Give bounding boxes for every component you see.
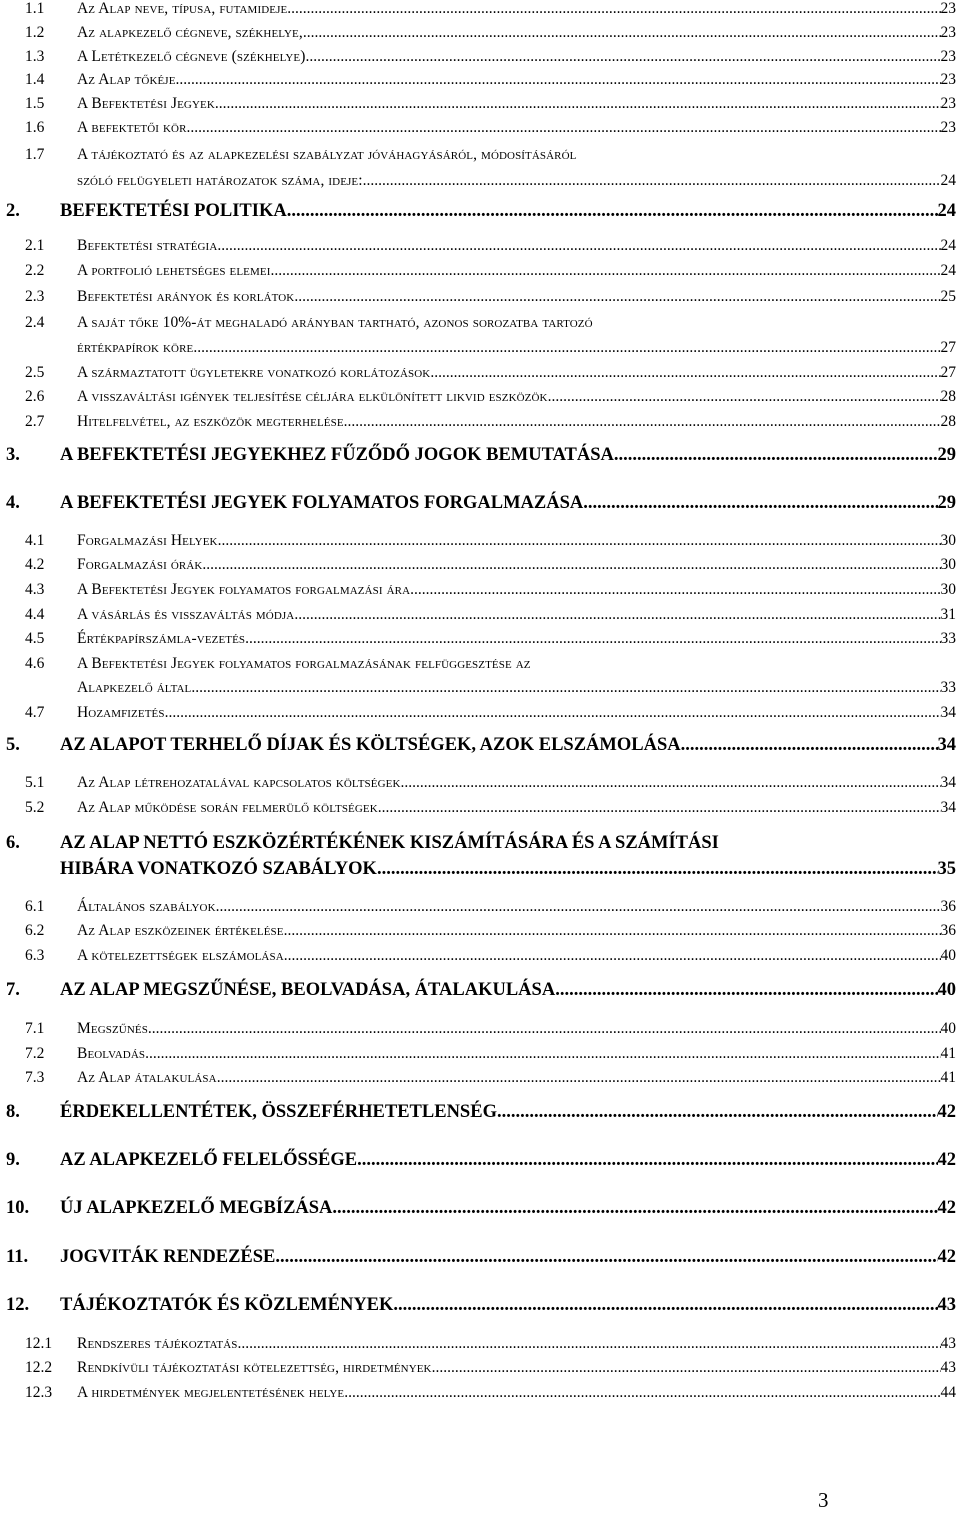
toc-title: A tájékoztató és az alapkezelési szabályzat jóváhagyásáról, módosításáról <box>77 146 577 164</box>
toc-leader-dots <box>294 288 940 306</box>
toc-title: HIBÁRA VONATKOZÓ SZABÁLYOK <box>60 859 377 880</box>
toc-number: 11. <box>6 1247 29 1268</box>
toc-title: ÉRDEKELLENTÉTEK, ÖSSZEFÉRHETETLENSÉG <box>60 1102 497 1123</box>
toc-title: Befektetési arányok és korlátok <box>77 288 295 306</box>
toc-title: ÚJ ALAPKEZELŐ MEGBÍZÁSA <box>60 1198 333 1219</box>
toc-leader-dots <box>217 237 940 255</box>
toc-number: 8. <box>6 1102 20 1123</box>
toc-page-number: 28 <box>940 413 956 431</box>
toc-number: 2.5 <box>25 364 45 382</box>
toc-title: Az alapkezelő cégneve, székhelye, <box>77 24 303 42</box>
toc-page-number: 40 <box>940 947 956 965</box>
toc-title: BEFEKTETÉSI POLITIKA <box>60 201 287 222</box>
toc-title: Beolvadás <box>77 1045 146 1063</box>
toc-leader-dots <box>176 71 941 89</box>
toc-leader-dots <box>275 1247 937 1268</box>
toc-leader-dots <box>202 556 940 574</box>
toc-page-number: 30 <box>940 581 956 599</box>
toc-number: 2.7 <box>25 413 45 431</box>
toc-number: 1.4 <box>25 71 45 89</box>
toc-title: Hitelfelvétel, az eszközök megterhelése <box>77 413 344 431</box>
toc-leader-dots <box>294 606 940 624</box>
toc-number: 7.2 <box>25 1045 45 1063</box>
toc-number: 4.5 <box>25 630 45 648</box>
toc-leader-dots <box>237 1335 940 1353</box>
toc-leader-dots <box>393 1295 937 1316</box>
toc-title: A hirdetmények megjelentetésének helye <box>77 1384 345 1402</box>
toc-number: 2. <box>6 201 20 222</box>
toc-title: AZ ALAP NETTÓ ESZKÖZÉRTÉKÉNEK KISZÁMÍTÁSÁRA ÉS A SZÁMÍTÁSI <box>60 833 719 854</box>
toc-leader-dots <box>245 630 940 648</box>
toc-page-number: 23 <box>940 48 956 66</box>
toc-number: 1.6 <box>25 119 45 137</box>
toc-leader-dots <box>401 774 941 792</box>
toc-leader-dots <box>287 201 938 222</box>
toc-leader-dots <box>344 1384 940 1402</box>
toc-leader-dots <box>357 1150 937 1171</box>
toc-page-number: 23 <box>940 0 956 18</box>
toc-page-number: 36 <box>940 898 956 916</box>
toc-number: 2.6 <box>25 388 45 406</box>
toc-page-number: 30 <box>940 556 956 574</box>
toc-number: 12.1 <box>25 1335 53 1353</box>
toc-leader-dots <box>284 922 941 940</box>
toc-page-number: 25 <box>940 288 956 306</box>
toc-leader-dots <box>217 1069 941 1087</box>
toc-title: AZ ALAP MEGSZŰNÉSE, BEOLVADÁSA, ÁTALAKULÁSA <box>60 980 556 1001</box>
toc-page-number: 27 <box>940 339 956 357</box>
toc-leader-dots <box>191 679 940 697</box>
toc-title: A Befektetési Jegyek folyamatos forgalmazásának felfüggesztése az <box>77 655 531 673</box>
toc-leader-dots <box>165 704 941 722</box>
toc-page-number: 30 <box>940 532 956 550</box>
toc-title: Az Alap átalakulása <box>77 1069 217 1087</box>
toc-number: 4.1 <box>25 532 45 550</box>
toc-leader-dots <box>270 262 940 280</box>
toc-title: Forgalmazási Helyek <box>77 532 218 550</box>
toc-title: A Letétkezelő cégneve (székhelye) <box>77 48 306 66</box>
toc-leader-dots <box>305 48 940 66</box>
toc-page-number: 43 <box>940 1335 956 1353</box>
toc-title: A BEFEKTETÉSI JEGYEK FOLYAMATOS FORGALMAZÁSA <box>60 493 584 514</box>
toc-number: 7. <box>6 980 20 1001</box>
toc-title: Általános szabályok <box>77 898 216 916</box>
toc-page-number: 33 <box>940 679 956 697</box>
toc-page-number: 36 <box>940 922 956 940</box>
toc-leader-dots <box>193 339 940 357</box>
toc-page-number: 23 <box>940 119 956 137</box>
toc-leader-dots <box>332 1198 937 1219</box>
toc-number: 5.2 <box>25 799 45 817</box>
toc-page-number: 29 <box>937 493 956 514</box>
toc-leader-dots <box>148 1020 941 1038</box>
toc-title: A befektetői kör <box>77 119 187 137</box>
toc-number: 6.2 <box>25 922 45 940</box>
toc-leader-dots <box>284 947 941 965</box>
toc-number: 10. <box>6 1198 30 1219</box>
toc-page-number: 27 <box>940 364 956 382</box>
toc-page-number: 24 <box>937 201 956 222</box>
toc-page-number: 40 <box>940 1020 956 1038</box>
toc-number: 7.1 <box>25 1020 45 1038</box>
toc-leader-dots <box>303 24 941 42</box>
toc-leader-dots <box>410 581 940 599</box>
toc-leader-dots <box>187 119 941 137</box>
toc-leader-dots <box>497 1102 938 1123</box>
toc-number: 6.3 <box>25 947 45 965</box>
toc-page-number: 24 <box>940 262 956 280</box>
toc-page-number: 35 <box>937 859 956 880</box>
toc-number: 1.5 <box>25 95 45 113</box>
toc-number: 4.7 <box>25 704 45 722</box>
toc-number: 2.2 <box>25 262 45 280</box>
toc-title: Hozamfizetés <box>77 704 165 722</box>
toc-title: Megszűnés <box>77 1020 148 1038</box>
toc-title: A Befektetési Jegyek <box>77 95 215 113</box>
toc-title: Rendszeres tájékoztatás <box>77 1335 238 1353</box>
toc-leader-dots <box>614 445 938 466</box>
toc-title: Az Alap neve, típusa, futamideje <box>77 0 288 18</box>
toc-number: 6.1 <box>25 898 45 916</box>
toc-page-number: 42 <box>937 1102 956 1123</box>
toc-leader-dots <box>215 95 941 113</box>
toc-title: Forgalmazási órák <box>77 556 203 574</box>
toc-number: 2.3 <box>25 288 45 306</box>
toc-number: 4.4 <box>25 606 45 624</box>
toc-leader-dots <box>432 1359 941 1377</box>
toc-number: 4.6 <box>25 655 45 673</box>
toc-leader-dots <box>583 493 937 514</box>
toc-page-number: 29 <box>937 445 956 466</box>
toc-page-number: 42 <box>937 1198 956 1219</box>
toc-number: 2.1 <box>25 237 45 255</box>
toc-title: A portfolió lehetséges elemei <box>77 262 271 280</box>
toc-leader-dots <box>377 859 938 880</box>
toc-number: 1.1 <box>25 0 45 18</box>
toc-page-number: 31 <box>940 606 956 624</box>
toc-title: AZ ALAPOT TERHELŐ DÍJAK ÉS KÖLTSÉGEK, AZOK ELSZÁMOLÁSA <box>60 735 681 756</box>
toc-title: szóló felügyeleti határozatok száma, ideje: <box>77 172 363 190</box>
toc-page-number: 42 <box>937 1150 956 1171</box>
toc-leader-dots <box>363 172 941 190</box>
toc-number: 4. <box>6 493 20 514</box>
toc-title: Rendkívüli tájékoztatási kötelezettség, hirdetmények <box>77 1359 432 1377</box>
page-number: 3 <box>818 1488 829 1512</box>
toc-title: Alapkezelő által <box>77 679 192 697</box>
toc-number: 12.2 <box>25 1359 53 1377</box>
toc-leader-dots <box>548 388 941 406</box>
toc-leader-dots <box>216 898 941 916</box>
toc-title: A BEFEKTETÉSI JEGYEKHEZ FŰZŐDŐ JOGOK BEMUTATÁSA <box>60 445 614 466</box>
toc-page-number: 34 <box>940 774 956 792</box>
toc-leader-dots <box>378 799 941 817</box>
toc-page-number: 24 <box>940 237 956 255</box>
toc-title: AZ ALAPKEZELŐ FELELŐSSÉGE <box>60 1150 358 1171</box>
toc-title: Értékpapírszámla-vezetés <box>77 630 246 648</box>
toc-page-number: 34 <box>940 704 956 722</box>
toc-page-number: 43 <box>937 1295 956 1316</box>
toc-title: értékpapírok köre <box>77 339 194 357</box>
toc-number: 5. <box>6 735 20 756</box>
toc-leader-dots <box>681 735 938 756</box>
toc-title: A visszaváltási igények teljesítése céljára elkülönített likvid eszközök <box>77 388 548 406</box>
toc-number: 1.2 <box>25 24 45 42</box>
toc-page-number: 34 <box>937 735 956 756</box>
toc-number: 2.4 <box>25 314 45 332</box>
toc-title: Az Alap tőkéje <box>77 71 176 89</box>
toc-number: 7.3 <box>25 1069 45 1087</box>
toc-page-number: 28 <box>940 388 956 406</box>
toc-page-number: 41 <box>940 1069 956 1087</box>
toc-title: Befektetési stratégia <box>77 237 218 255</box>
toc-number: 4.3 <box>25 581 45 599</box>
toc-leader-dots <box>287 0 940 18</box>
toc-title: JOGVITÁK RENDEZÉSE <box>60 1247 276 1268</box>
toc-title: Az Alap eszközeinek értékelése <box>77 922 284 940</box>
toc-title: Az Alap létrehozatalával kapcsolatos költségek <box>77 774 401 792</box>
toc-number: 5.1 <box>25 774 45 792</box>
toc-page-number: 42 <box>937 1247 956 1268</box>
toc-page-number: 44 <box>940 1384 956 1402</box>
toc-number: 12. <box>6 1295 30 1316</box>
toc-number: 12.3 <box>25 1384 53 1402</box>
toc-leader-dots <box>430 364 940 382</box>
toc-page-number: 33 <box>940 630 956 648</box>
toc-leader-dots <box>555 980 937 1001</box>
toc-title: A vásárlás és visszaváltás módja <box>77 606 295 624</box>
toc-page-number: 23 <box>940 95 956 113</box>
toc-page-number: 23 <box>940 24 956 42</box>
toc-leader-dots <box>344 413 941 431</box>
toc-number: 9. <box>6 1150 20 1171</box>
toc-title: A Befektetési Jegyek folyamatos forgalmazási ára <box>77 581 411 599</box>
toc-title: A kötelezettségek elszámolása <box>77 947 284 965</box>
toc-number: 4.2 <box>25 556 45 574</box>
toc-number: 3. <box>6 445 20 466</box>
toc-page-number: 41 <box>940 1045 956 1063</box>
toc-number: 1.7 <box>25 146 45 164</box>
toc-leader-dots <box>145 1045 940 1063</box>
toc-page-number: 43 <box>940 1359 956 1377</box>
toc-leader-dots <box>218 532 941 550</box>
toc-page-number: 40 <box>937 980 956 1001</box>
toc-number: 1.3 <box>25 48 45 66</box>
toc-title: A saját tőke 10%-át meghaladó arányban tartható, azonos sorozatba tartozó <box>77 314 593 332</box>
toc-page-number: 23 <box>940 71 956 89</box>
toc-title: Az Alap működése során felmerülő költségek <box>77 799 378 817</box>
toc-title: A származtatott ügyletekre vonatkozó korlátozások <box>77 364 431 382</box>
toc-page-number: 34 <box>940 799 956 817</box>
toc-number: 6. <box>6 833 20 854</box>
toc-title: TÁJÉKOZTATÓK ÉS KÖZLEMÉNYEK <box>60 1295 394 1316</box>
toc-page-number: 24 <box>940 172 956 190</box>
